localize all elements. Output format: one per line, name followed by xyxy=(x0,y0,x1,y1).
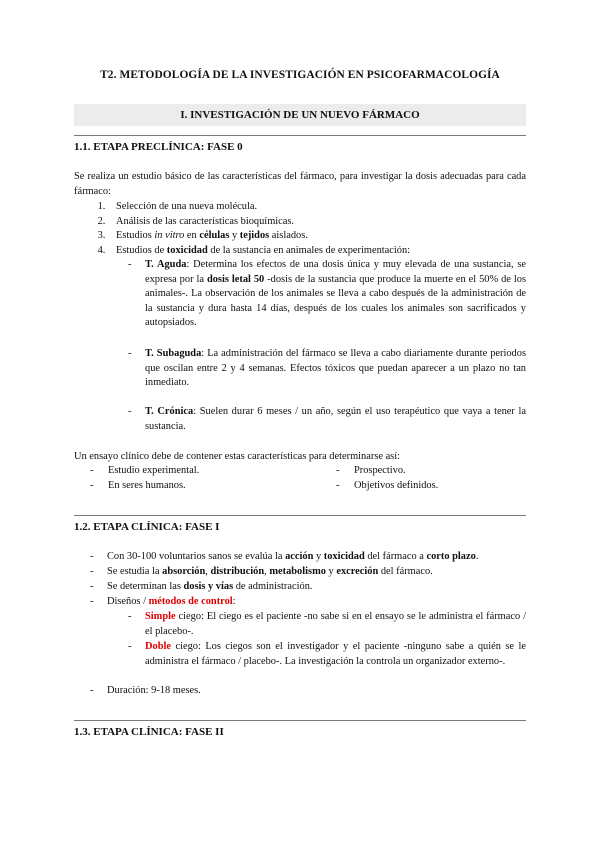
bullet-item: - Diseños / métodos de control: xyxy=(90,596,236,607)
divider xyxy=(74,135,526,136)
feature-item: - Estudio experimental. xyxy=(90,465,200,476)
feature-item: - Objetivos definidos. xyxy=(336,480,439,491)
toxicity-subaguda: - T. Subaguda: La administración del fármaco se lleva a cabo diariamente durante periodos que oscilan entre 2 y 4 semanas. Efectos tóxicos que puedan aparecer a un plazo no tan inmediato. xyxy=(128,348,526,388)
bullet-item: - Se estudia la absorción, distribución, metabolismo y excreción del fármaco. xyxy=(90,566,433,577)
divider xyxy=(74,720,526,721)
step-item: 1. Selección de una nueva molécula. xyxy=(108,200,560,215)
toxicity-aguda: - T. Aguda: Determina los efectos de una dosis única y muy elevada de una sustancia, se expresa por la dosis letal 50 -dosis de la sustancia que produce la muerte en el 50% de los animales-. La observación de los animales se lleva a cabo después de la administración de la sustancia y dura hasta 14 días, después de los cuales los animales son sacrificados y autopsiados. xyxy=(128,259,527,328)
divider xyxy=(74,515,526,516)
control-simple: - Simple ciego: El ciego es el paciente -no sabe si en el ensayo se le administra el fármaco / el placebo-. xyxy=(128,611,526,637)
intro-paragraph: Se realiza un estudio básico de las características del fármaco, para investigar la dosis adecuadas para cada fármaco: xyxy=(74,171,526,197)
step-item: 3. Estudios in vitro en células y tejidos aislados. xyxy=(108,229,560,244)
document-title: T2. METODOLOGÍA DE LA INVESTIGACIÓN EN PSICOFARMACOLOGÍA xyxy=(100,69,500,81)
steps-list xyxy=(74,200,560,258)
control-doble: - Doble ciego: Los ciegos son el investigador y el paciente -ninguno sabe a quién se le administra el fármaco / placebo-. La investigación la controla un organizador externo-. xyxy=(128,641,526,667)
heading-fase-i: 1.2. ETAPA CLÍNICA: FASE I xyxy=(74,521,220,533)
bullet-item: - Se determinan las dosis y vías de administración. xyxy=(90,581,313,592)
step-item: 2. Análisis de las características bioquímicas. xyxy=(108,215,560,230)
feature-item: - Prospectivo. xyxy=(336,465,406,476)
section-banner: I. INVESTIGACIÓN DE UN NUEVO FÁRMACO xyxy=(74,104,526,126)
heading-fase-0: 1.1. ETAPA PRECLÍNICA: FASE 0 xyxy=(74,141,243,153)
step-item: 4. Estudios de toxicidad de la sustancia en animales de experimentación: xyxy=(108,244,560,259)
bullet-item: - Duración: 9-18 meses. xyxy=(90,685,201,696)
toxicity-cronica: - T. Crónica: Suelen durar 6 meses / un año, según el uso terapéutico que vaya a tener la sustancia. xyxy=(128,406,526,432)
heading-fase-ii: 1.3. ETAPA CLÍNICA: FASE II xyxy=(74,726,224,738)
feature-item: - En seres humanos. xyxy=(90,480,186,491)
bullet-item: - Con 30-100 voluntarios sanos se evalúa la acción y toxicidad del fármaco a corto plazo. xyxy=(90,551,479,562)
ensayo-paragraph: Un ensayo clínico debe de contener estas características para determinarse así: xyxy=(74,451,400,462)
